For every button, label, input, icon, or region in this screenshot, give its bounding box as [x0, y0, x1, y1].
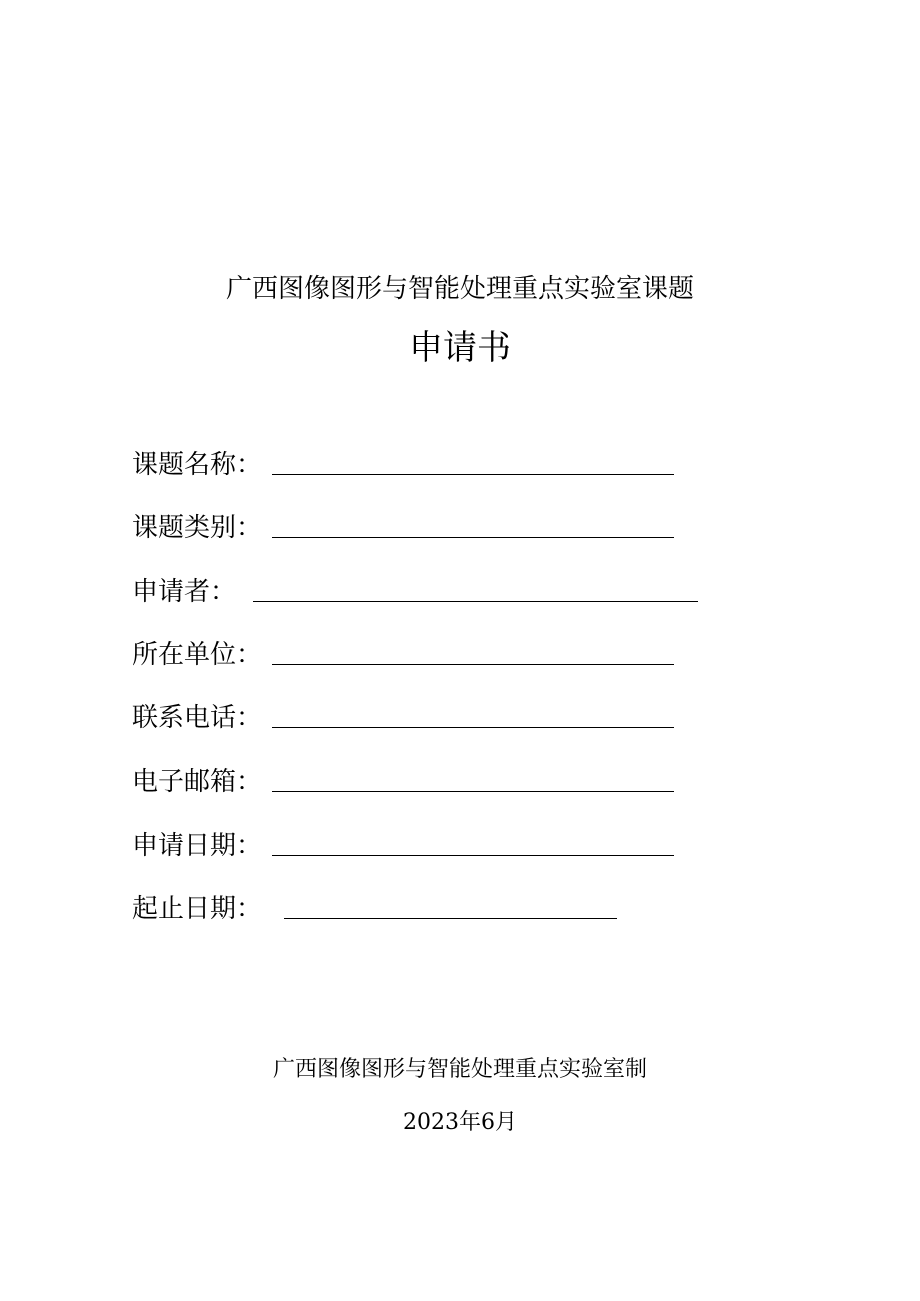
blank-line: [272, 727, 674, 728]
document-subtitle: 申请书: [409, 328, 511, 368]
blank-line: [272, 855, 674, 856]
field-label: 起止日期：: [132, 894, 263, 924]
blank-line: [272, 664, 674, 665]
form-field-affiliation: [132, 635, 692, 675]
blank-line: [253, 601, 698, 602]
form-field-applicant: [132, 572, 712, 612]
blank-line: [284, 918, 617, 919]
field-label: 联系电话：: [132, 703, 263, 733]
footer-date: 2023年6月: [403, 1110, 517, 1135]
form-field-period: [132, 889, 632, 929]
footer-organization: 广西图像图形与智能处理重点实验室制: [272, 1057, 647, 1082]
field-label: 电子邮箱：: [132, 767, 263, 797]
blank-line: [272, 474, 674, 475]
field-label: 课题类别：: [132, 513, 263, 543]
blank-line: [272, 791, 674, 792]
form-field-email: [132, 762, 692, 802]
field-label: 课题名称：: [132, 450, 263, 480]
form-field-application-date: [132, 826, 692, 866]
field-label: 申请者：: [132, 577, 237, 607]
field-label: 所在单位：: [132, 640, 263, 670]
document-title: 广西图像图形与智能处理重点实验室课题: [225, 274, 694, 304]
form-field-project-name: [132, 445, 692, 485]
form-field-project-category: [132, 508, 692, 548]
form-field-phone: [132, 698, 692, 738]
blank-line: [272, 537, 674, 538]
field-label: 申请日期：: [132, 831, 263, 861]
